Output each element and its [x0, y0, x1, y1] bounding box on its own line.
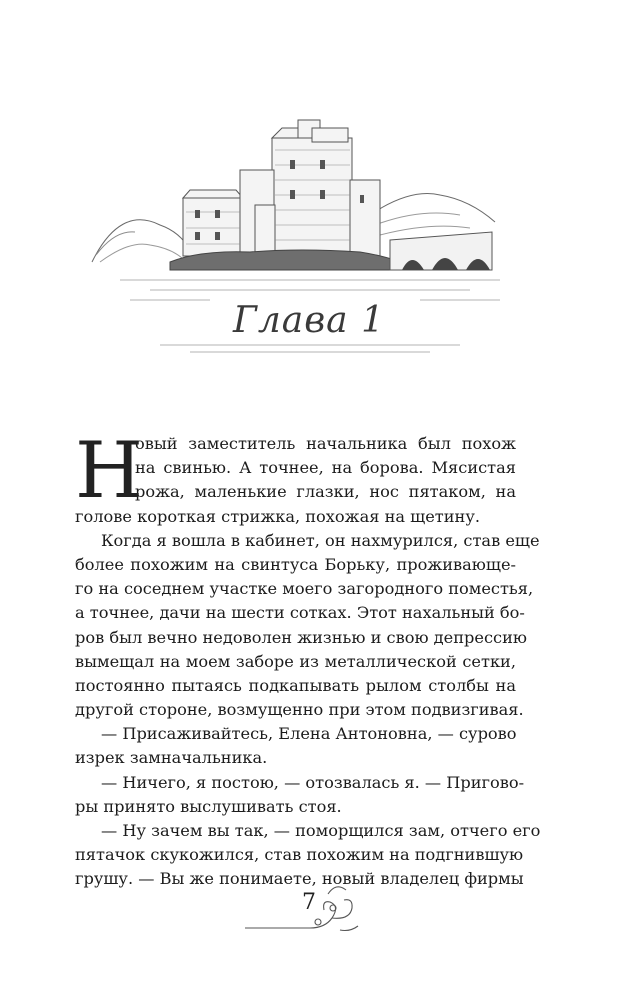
- text-line: постоянно пытаясь подкапывать рылом столбы на: [75, 675, 516, 695]
- text-line: на свинью. А точнее, на борова. Мясистая: [135, 458, 516, 478]
- paragraph-3: [75, 722, 516, 770]
- text-line: голове короткая стрижка, похожая на щетину.: [75, 506, 480, 526]
- text-line: — Ну зачем вы так, — поморщился зам, отчего его: [101, 821, 541, 840]
- text-line: вымещал на моем заборе из металлической сетки,: [75, 651, 516, 671]
- text-line: го на соседнем участке моего загородного поместья,: [75, 579, 534, 599]
- chapter-title: Глава 1: [233, 300, 385, 341]
- page-number: 7: [302, 890, 316, 915]
- text-line: а точнее, дачи на шести сотках. Этот нахальный бо-: [75, 603, 525, 623]
- text-line: рожа, маленькие глазки, нос пятаком, на: [135, 482, 516, 502]
- text-line: изрек замначальника.: [75, 748, 268, 768]
- text-line: — Присаживайтесь, Елена Антоновна, — сурово: [101, 724, 517, 744]
- text-line: более похожим на свинтуса Борьку, проживающе-: [75, 554, 516, 574]
- text-line: ров был вечно недоволен жизнью и свою депрессию: [75, 627, 527, 647]
- text-line: овый заместитель начальника был похож: [135, 434, 516, 453]
- text-line: другой стороне, возмущенно при этом подвизгивая.: [75, 700, 524, 720]
- drop-cap: Н: [75, 426, 144, 516]
- paragraph-1: [75, 426, 516, 529]
- text-line: — Ничего, я постою, — отозвалась я. — Пригово-: [101, 772, 525, 792]
- paragraph-2: [75, 529, 540, 723]
- body-text: [75, 426, 541, 892]
- text-line: пятачок скукожился, став похожим на подгнившую: [75, 845, 524, 865]
- text-line: грушу. — Вы же понимаете, новый владелец фирмы: [75, 869, 524, 889]
- text-line: Когда я вошла в кабинет, он нахмурился, став еще: [101, 530, 540, 550]
- paragraph-4: [75, 771, 525, 819]
- text-line: ры принято выслушивать стоя.: [75, 796, 342, 816]
